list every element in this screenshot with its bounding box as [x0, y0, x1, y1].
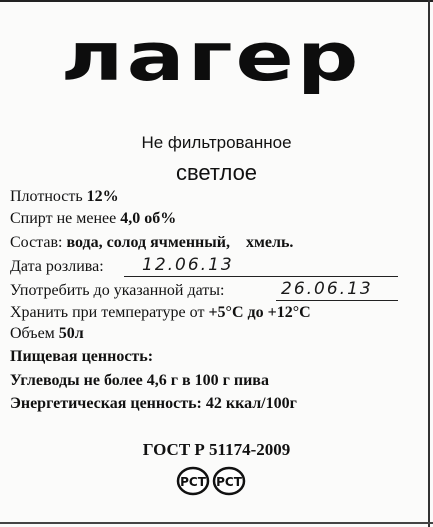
density-prefix: Плотность: [10, 188, 83, 205]
subtitle-unfiltered: Не фильтрованное: [141, 133, 292, 152]
use-by-date-handwritten: 26.06.13: [281, 279, 373, 299]
density-value: 12%: [86, 188, 119, 205]
composition-prefix: Состав:: [10, 234, 63, 251]
density-line: [10, 188, 119, 206]
certification-mark-icon: [212, 466, 246, 496]
volume-value: 50л: [58, 325, 84, 342]
storage-range: +5°С до +12°С: [208, 304, 311, 321]
volume-line: [10, 325, 84, 343]
gost-standard: ГОСТ Р 51174-2009: [142, 440, 291, 459]
carbs-line: Углеводы не более 4,6 г в 100 г пива: [10, 372, 269, 389]
cert-mark-2-text: РСТ: [216, 475, 242, 489]
alcohol-line: [10, 210, 176, 228]
bottling-date-handwritten: 12.06.13: [142, 255, 234, 275]
storage-line: [10, 304, 311, 322]
energy-line: Энергетическая ценность: 42 ккал/100г: [10, 395, 297, 412]
certification-mark-icon: [176, 466, 210, 496]
bottling-date-label: Дата розлива:: [10, 258, 104, 275]
cert-mark-1-text: РСТ: [180, 475, 206, 489]
nutrition-heading: Пищевая ценность:: [10, 348, 154, 365]
use-by-label: Употребить до указанной даты:: [10, 282, 225, 299]
product-title: лагер: [60, 18, 362, 97]
storage-prefix: Хранить при температуре от: [10, 304, 205, 321]
alcohol-prefix: Спирт не менее: [10, 210, 117, 227]
composition-line: [10, 234, 293, 252]
subtitle-light: светлое: [175, 160, 258, 185]
label-bottom-edge: [0, 522, 433, 524]
composition-value: вода, солод ячменный, хмель.: [66, 234, 294, 251]
label-top-edge: [0, 0, 433, 2]
alcohol-value: 4,0 об%: [120, 210, 177, 227]
volume-prefix: Объем: [10, 325, 55, 342]
